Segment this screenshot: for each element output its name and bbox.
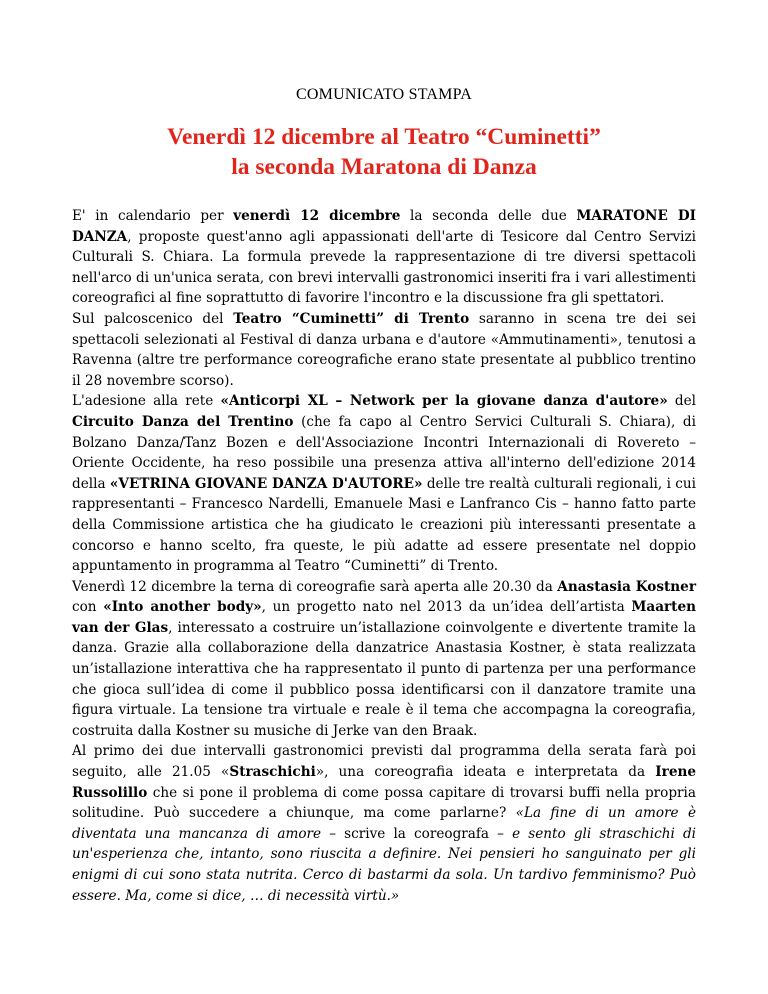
text-run: , proposte quest'anno agli appassionati dell'arte di Tesicore dal Centro Servizi Culturali S. Chiara. La formula prevede la rappresentazione di tre diversi spettacoli nell'arco di un'unica serata, con brevi intervalli gastronomici inseriti fra i vari allestimenti coreografici al fine soprattutto di favorire l'incontro e la discussione fra gli spettatori. <box>72 228 696 307</box>
text-run: E' in calendario per <box>72 208 234 224</box>
press-release-label: COMUNICATO STAMPA <box>296 86 472 103</box>
text-run: con <box>72 599 104 616</box>
text-run: , un progetto nato nel 2013 da un’idea dell’artista <box>261 599 632 616</box>
venue-name: Teatro “Cuminetti” di Trento <box>233 310 470 327</box>
event-date: venerdì 12 dicembre <box>233 208 401 224</box>
text-run: che si pone il problema di come possa capitare di trovarsi buffi nella propria solitudine. Può succedere a chiunque, ma come parlarne? <box>72 784 696 822</box>
headline-line-1: Venerdì 12 dicembre al Teatro “Cuminetti” <box>167 124 601 150</box>
text-run: – scrive la coreografa – <box>321 825 513 842</box>
paragraph-first-show <box>72 577 696 742</box>
quote-text: e sento gli straschichi di un'esperienza che, intanto, sono riuscita a definire. Nei pensieri ho sanguinato per gli enigmi di cui sono stata nutrita. Cerco di bastarmi da sola. Un tardivo femminismo? Può essere. Ma, come si dice, … di necessità virtù.» <box>72 825 697 904</box>
text-run: Al primo dei due intervalli gastronomici previsti dal programma della serata farà poi seguito, alle 21.05 « <box>72 743 696 781</box>
show-title: «Into another body» <box>103 599 262 616</box>
event-name: MARATONE DI DANZA <box>72 208 696 245</box>
text-run: , interessato a costruire un’istallazione coinvolgente e divertente tramite la danza. Grazie alla collaborazione della danzatrice Anastasia Kostner, è stata realizzata un’istallazione interattiva che ha rappresentato il punto di partenza per una performance che gioca sull’idea di come il pubblico possa identificarsi con il danzatore tramite una figura virtuale. La tensione tra virtuale e reale è il tema che accompagna la coreografia, costruita dalla Kostner su musiche di Jerke van den Braak. <box>72 619 696 739</box>
headline <box>72 122 696 182</box>
text-run: (che fa capo al Centro Servici Culturali S. Chiara), di Bolzano Danza/Tanz Bozen e dell'Associazione Incontri Internazionali di Rovereto – Oriente Occidente, ha reso possibile una presenza attiva all'interno dell'edizione 2014 della <box>72 413 696 492</box>
paragraph-venue <box>72 309 696 391</box>
article-body <box>72 206 696 906</box>
text-run: Sul palcoscenico del <box>72 310 234 327</box>
network-name: «Anticorpi XL – Network per la giovane danza d'autore» <box>220 393 668 410</box>
circuit-name: Circuito Danza del Trentino <box>72 413 294 430</box>
quote-text: «La fine di un amore è diventata una mancanza di amore <box>72 805 696 842</box>
text-run: », una coreografia ideata e interpretata da <box>315 764 656 781</box>
performer-name: Irene Russolillo <box>72 764 696 801</box>
paragraph-intro <box>72 206 696 309</box>
artist-name: Maarten van der Glas <box>72 599 696 636</box>
text-run: Venerdì 12 dicembre la terna di coreografie sarà aperta alle 20.30 da <box>72 578 558 595</box>
performer-name: Anastasia Kostner <box>557 578 696 595</box>
text-run: delle tre realtà culturali regionali, i cui rappresentanti – Francesco Nardelli, Emanuele Masi e Lanfranco Cis – hanno fatto parte della Commissione artistica che ha giudicato le creazioni più interessanti presentate a concorso e hanno scelto, fra queste, le più adatte ad essere presentate nel doppio appuntamento in programma al Teatro “Cuminetti” di Trento. <box>72 475 697 575</box>
text-run: del <box>667 393 696 410</box>
text-run: L'adesione alla rete <box>72 393 221 410</box>
headline-line-2: la seconda Maratona di Danza <box>231 154 537 180</box>
paragraph-network <box>72 391 696 576</box>
showcase-name: «VETRINA GIOVANE DANZA D'AUTORE» <box>109 475 423 492</box>
paragraph-second-show <box>72 741 696 906</box>
text-run: saranno in scena tre dei sei spettacoli selezionati al Festival di danza urbana e d'autore «Ammutinamenti», tenutosi a Ravenna (altre tre performance coreografiche erano state presentate al pubblico trentino il 28 novembre scorso). <box>72 310 696 389</box>
text-run: la seconda delle due <box>400 208 577 224</box>
show-title: Straschichi <box>229 764 316 781</box>
